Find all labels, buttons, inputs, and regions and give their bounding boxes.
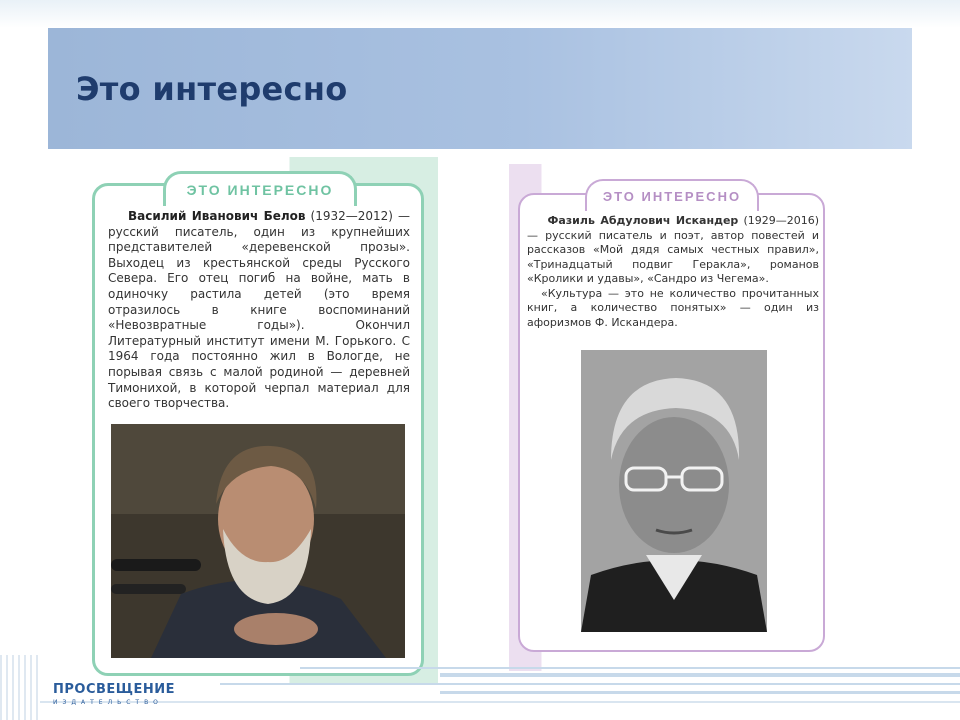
- card-iskander: [509, 164, 835, 671]
- portrait-illustration: [581, 350, 767, 632]
- card-belov: [84, 157, 438, 683]
- footer-stripe: [220, 683, 960, 685]
- card-paragraph: [527, 214, 819, 287]
- card-tab-label: ЭТО ИНТЕРЕСНО: [186, 182, 334, 198]
- footer-stripe: [300, 667, 960, 669]
- author-quote: «Культура — это не количество прочитанных книг, а количество понятых» — один из афоризмов Ф. Искандера.: [527, 286, 819, 329]
- author-bio: (1932—2012) — русский писатель, один из крупнейших представителей «деревенской прозы». Выходец из крестьянской среды Русского Севера. Его отец погиб на войне, мать в одиночку растила детей (это время отразилось в книге воспоминаний «Невозвратные годы»). Окончил Литературный институт имени М. Горького. С 1964 года постоянно жил в Вологде, не порывая связь с малой родиной — деревней Тимонихой, в которой черпал материал для своего творчества.: [108, 209, 410, 411]
- title-bar: [48, 28, 912, 149]
- footer-stripe: [0, 655, 40, 720]
- card-tab: [163, 171, 357, 206]
- portrait-photo-iskander: [581, 350, 767, 632]
- publisher-name: ПРОСВЕЩЕНИЕ: [53, 682, 176, 697]
- card-tab: [585, 179, 759, 211]
- publisher-logo[interactable]: [53, 682, 175, 706]
- card-text: [527, 214, 819, 330]
- card-text: [108, 209, 410, 412]
- top-decor-band: [0, 0, 960, 28]
- card-tab-label: ЭТО ИНТЕРЕСНО: [602, 188, 742, 204]
- portrait-photo-belov: [111, 424, 405, 658]
- publisher-subtitle: ИЗДАТЕЛЬСТВО: [53, 699, 163, 706]
- author-bio: (1929—2016) — русский писатель и поэт, автор повестей и рассказов «Мой дядя самых честных правил», «Тринадцатый подвиг Геракла», романов «Кролики и удавы», «Сандро из Чегема».: [527, 214, 820, 285]
- author-name: Василий Иванович Белов: [128, 209, 306, 223]
- slide-title: Это интересно: [76, 70, 348, 108]
- footer-stripe: [440, 673, 960, 677]
- author-name: Фазиль Абдулович Искандер: [547, 214, 739, 227]
- footer-stripe: [440, 691, 960, 694]
- portrait-illustration: [111, 424, 405, 658]
